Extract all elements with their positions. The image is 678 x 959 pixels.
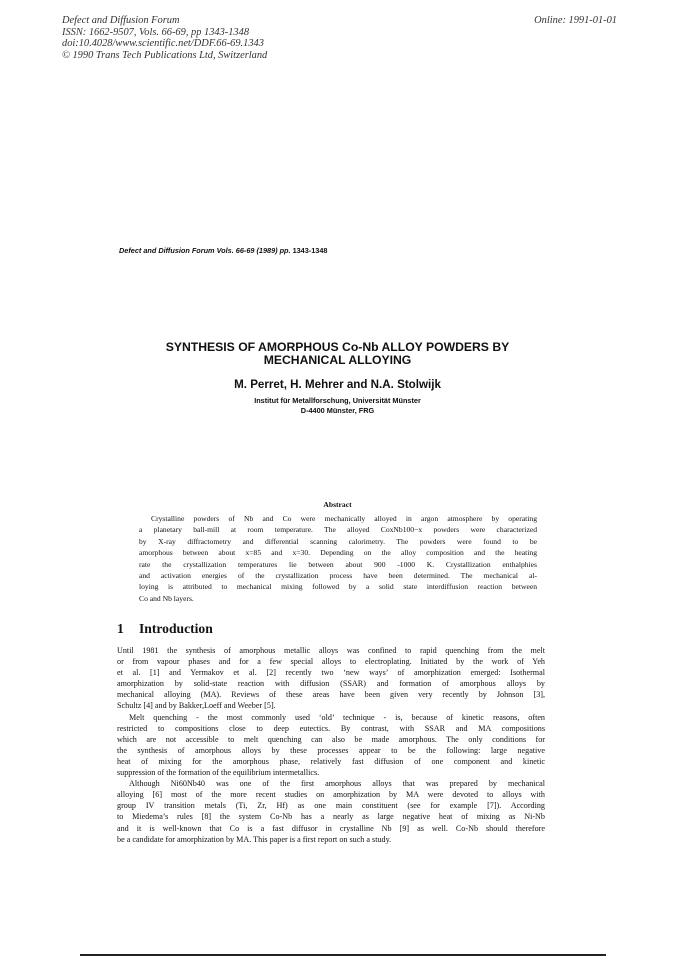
intro-line: and it is well-known that Co is a fast diffusor in crystalline Nb [9] as well. Co-Nb should therefore (117, 823, 545, 833)
affiliation-line-1: Institut für Metallforschung, Universität Münster (254, 396, 421, 405)
journal-ref-name: Defect and Diffusion Forum (119, 246, 215, 255)
intro-line: restricted to compositions close to deep eutectics. By contrast, with SSAR and MA compositions (117, 723, 545, 733)
intro-line: Schultz [4] and by Bakker,Loeff and Weeber [5]. (117, 701, 276, 711)
intro-line: Melt quenching - the most commonly used ‘old’ technique - is, because of kinetic reasons, often (129, 712, 545, 722)
header-doi: doi:10.4028/www.scientific.net/DDF.66-69.1343 (62, 38, 264, 50)
intro-line: suppression of the formation of the equilibrium intermetallics. (117, 768, 320, 778)
footer-rule (80, 954, 606, 956)
intro-line: Although Ni60Nb40 was one of the first amorphous alloys that was prepared by mechanical (129, 779, 545, 789)
intro-line: the synthesis of amorphous alloys by these processes appear to be the following: large negative (117, 745, 545, 755)
abstract-heading: Abstract (323, 500, 352, 509)
section-title: Introduction (139, 621, 213, 636)
affiliation-line-2: D-4400 Münster, FRG (300, 405, 375, 415)
intro-line: alloying [6] most of the more recent studies on amorphization by MA were devoted to alloys with (117, 790, 545, 800)
introduction-body (117, 645, 545, 845)
abstract-line: rate the crystallization temperatures lie between about 900 -1000 K. Crystallization enthalphies (139, 559, 537, 569)
title-line-2: MECHANICAL ALLOYING (263, 353, 412, 367)
journal-ref-pages: 1343-1348 (292, 246, 328, 255)
abstract-line: Co and Nb layers. (139, 593, 194, 603)
abstract-line: amorphous between about x=85 and x=30. Depending on the alloy composition and the heating (139, 548, 537, 558)
title-line-1: SYNTHESIS OF AMORPHOUS Co-Nb ALLOY POWDERS BY (165, 340, 510, 354)
intro-line: et al. [1] and Yermakov et al. [2] recently two ‘new ways’ of amorphization emerged: Isothermal (117, 668, 545, 678)
journal-ref-vols: Vols. 66-69 (1989) pp. (216, 246, 291, 255)
affiliation (120, 396, 555, 415)
intro-line: to Miedema’s rules [8] the system Co-Nb has a nearly as large negative heat of mixing as Ni-Nb (117, 812, 545, 822)
abstract-line: loying is attributed to mechanical mixing followed by a solid state interdiffusion reaction between (139, 582, 537, 592)
authors: M. Perret, H. Mehrer and N.A. Stolwijk (234, 378, 441, 391)
header-journal: Defect and Diffusion Forum (62, 15, 180, 26)
abstract-body (139, 513, 537, 604)
section-heading (117, 621, 213, 637)
abstract-line: and activation energies of the crystallization process have been determined. The mechanical al- (139, 571, 537, 581)
header-copyright: © 1990 Trans Tech Publications Ltd, Switzerland (62, 49, 268, 61)
intro-line: mechanical alloying (MA). Reviews of these areas have been given very recently by Johnson [3], (117, 690, 545, 700)
abstract-line: Crystalline powders of Nb and Co were mechanically alloyed in argon atmosphere by operating (151, 514, 537, 523)
intro-line: heat of mixing for the amorphous phase, relatively fast diffusion of one component and kinetic (117, 756, 545, 766)
section-number: 1 (117, 621, 124, 636)
intro-line: group IV transition metals (Ti, Zr, Hf) as one main constituent (see for example [7]). According (117, 801, 545, 811)
intro-line: amorphization by solid-state reaction with diffusion (SSAR) and formation of amorphous alloys by (117, 679, 545, 689)
abstract-line: by X-ray diffractometry and differential scanning calorimetry. The powders were found to be (139, 536, 537, 546)
page-header (62, 15, 617, 61)
abstract-line: a planetary ball-mill at room temperature. The alloyed CoxNb100−x powders were characterized (139, 525, 537, 535)
intro-line: or from vapour phases and for a few special alloys to electroplating. Initiated by the work of Yeh (117, 657, 545, 667)
journal-reference (119, 246, 327, 255)
intro-line: be a candidate for amorphization by MA. This paper is a first report on such a study. (117, 834, 392, 844)
header-issn: ISSN: 1662-9507, Vols. 66-69, pp 1343-1348 (62, 26, 250, 38)
header-online-date: Online: 1991-01-01 (534, 15, 617, 26)
paper-title (120, 341, 555, 367)
intro-line: which are not accessible to melt quenching can also be made amorphous. The only conditions for (117, 734, 545, 744)
intro-line: Until 1981 the synthesis of amorphous metallic alloys was confined to rapid quenching from the melt (117, 646, 545, 655)
